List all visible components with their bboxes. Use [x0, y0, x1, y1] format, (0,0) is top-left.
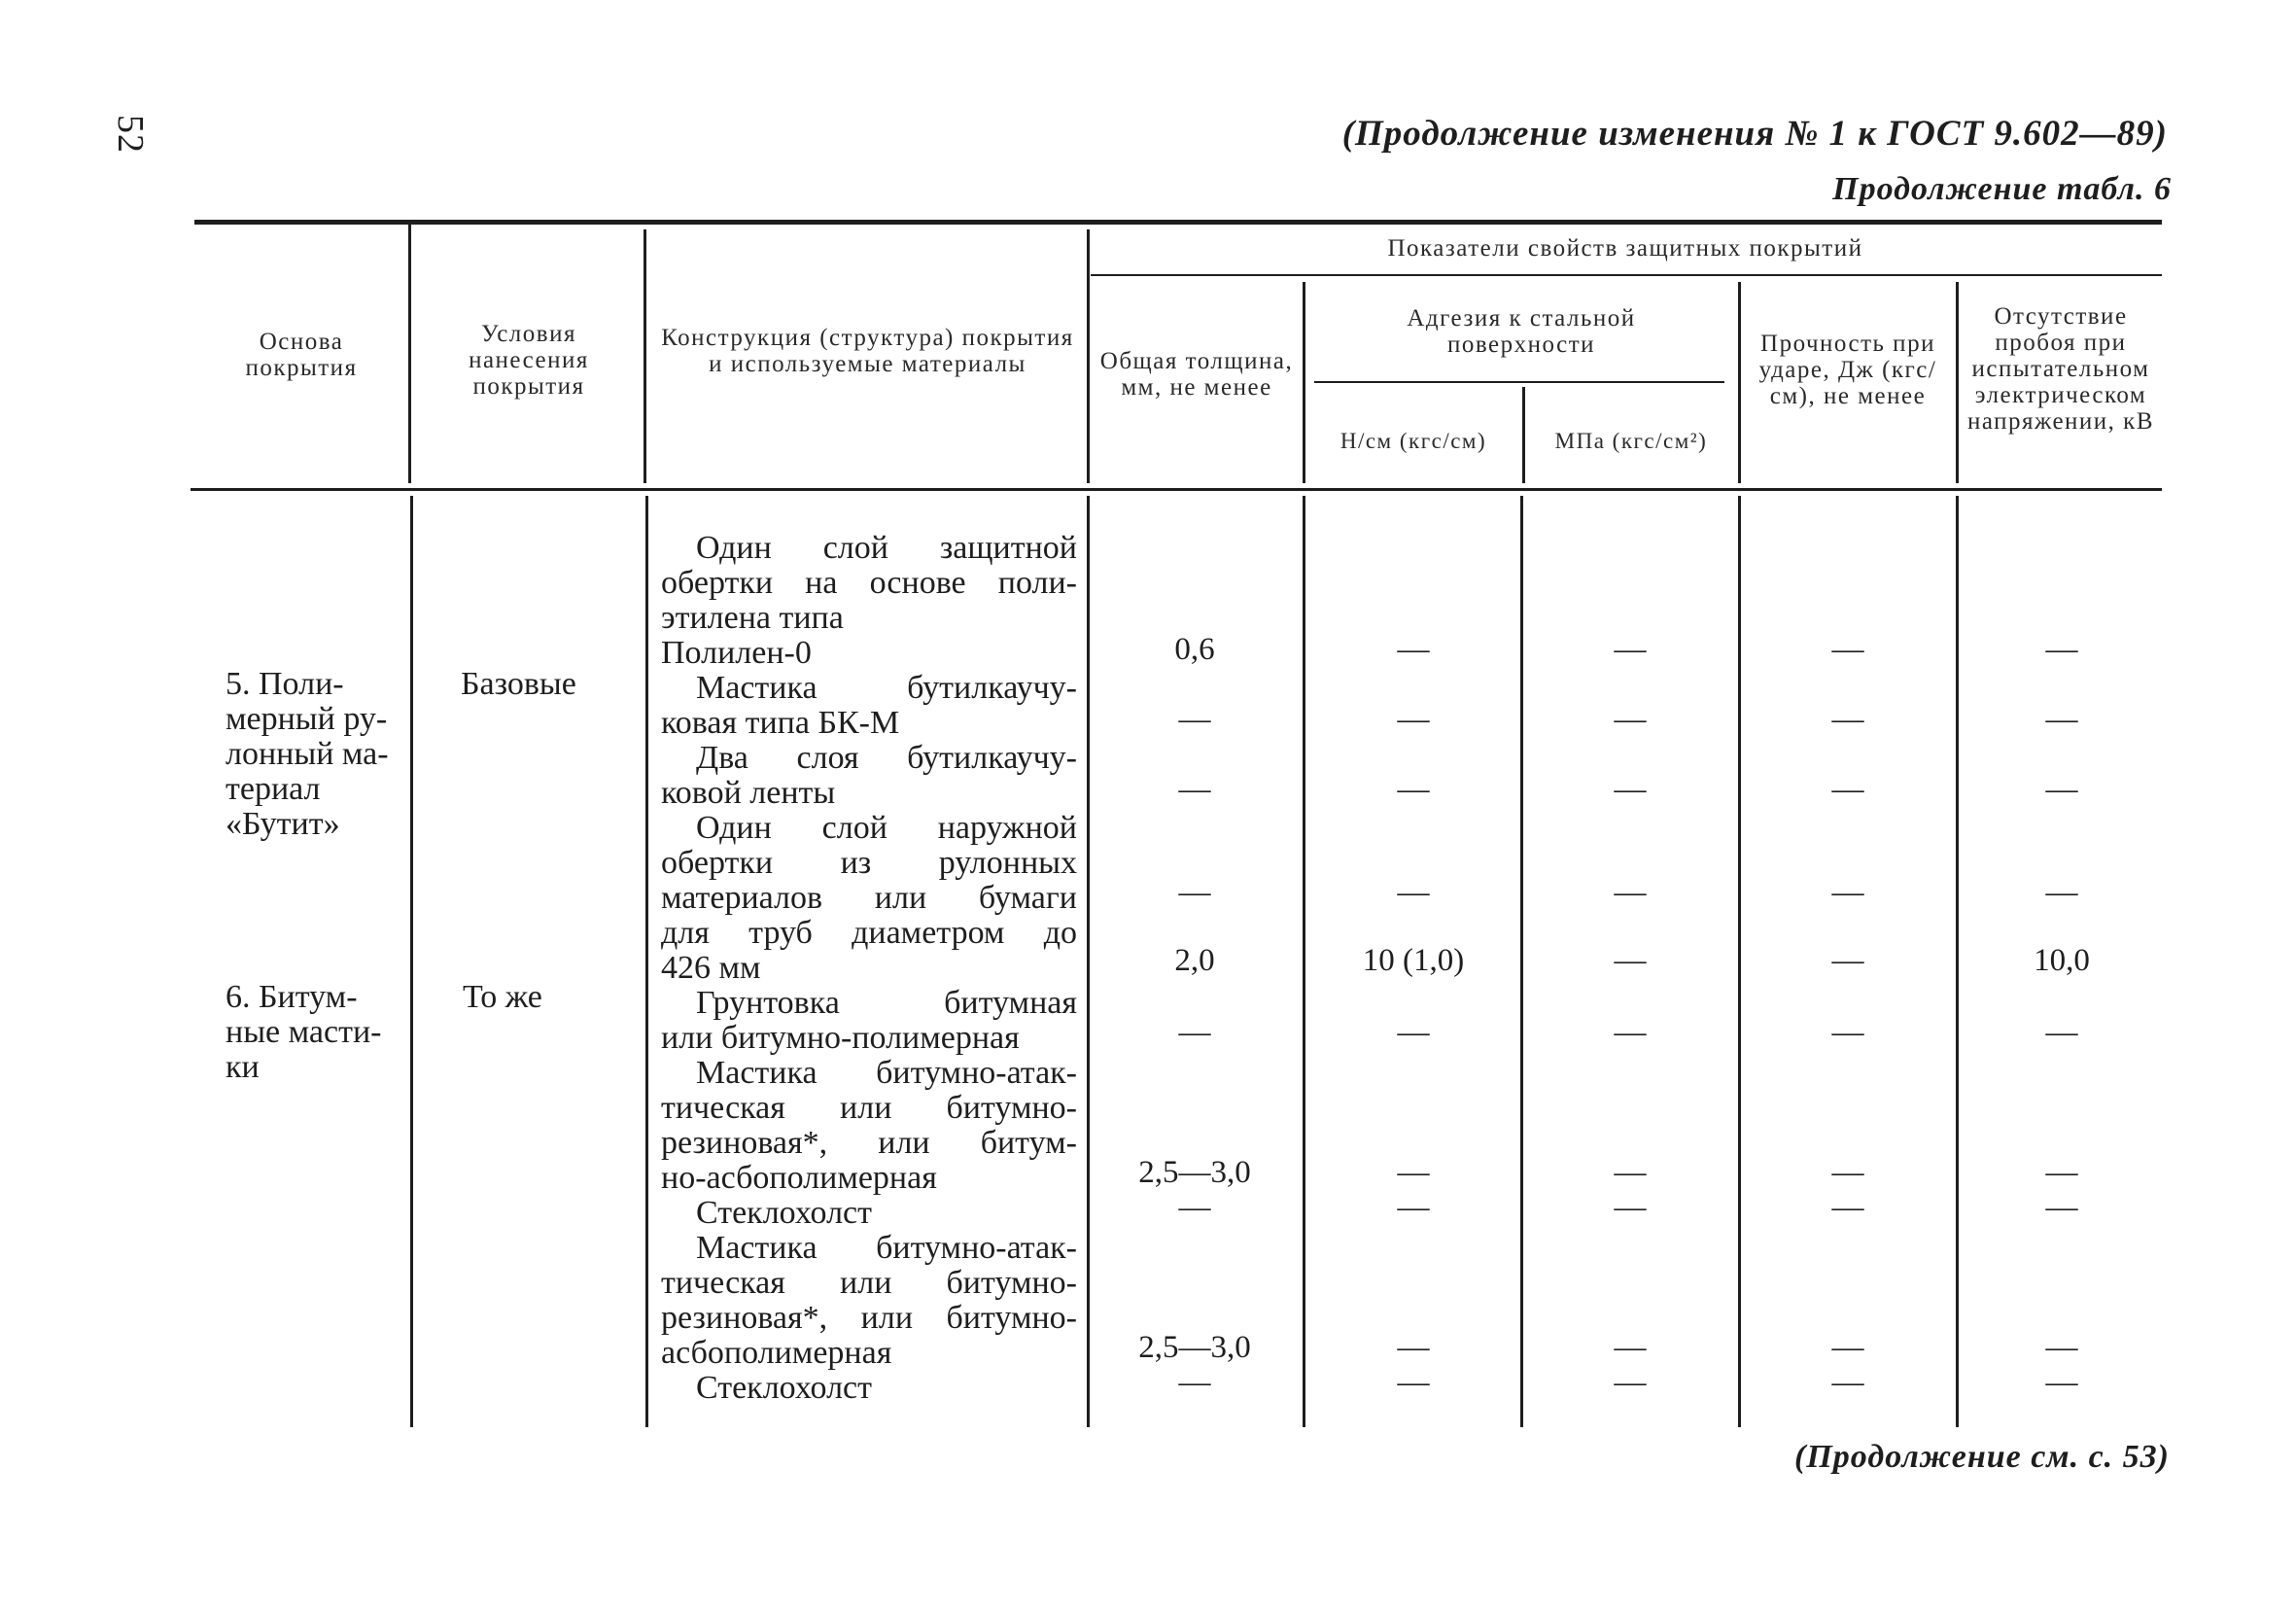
- impact-cell: —: [1831, 1190, 1864, 1225]
- construction-line: Мастика бутилкаучу-: [696, 670, 1077, 706]
- construction-line: Стеклохолст: [696, 1195, 872, 1231]
- condition-cell-5: Базовые: [461, 666, 576, 702]
- adhesion-mpa-cell: —: [1614, 1155, 1647, 1190]
- basis-line: ные масти-: [226, 1014, 382, 1050]
- header-vline-2: [644, 229, 646, 483]
- voltage-cell: —: [2045, 632, 2078, 667]
- adhesion-n-cell: —: [1397, 772, 1430, 807]
- construction-line: ковая типа БК-М: [661, 705, 900, 741]
- impact-cell: —: [1831, 1155, 1864, 1190]
- col-header-adhesion-n: Н/см (кгс/см): [1339, 429, 1487, 453]
- basis-line: «Бутит»: [226, 806, 340, 842]
- col-header-voltage: Отсутствие пробоя при испытательном электрическом напряжении, кВ: [1966, 303, 2155, 435]
- continuation-footer: (Продолжение см. с. 53): [1794, 1439, 2170, 1475]
- construction-line: или битумно-полимерная: [661, 1020, 1020, 1056]
- basis-cell-6: [226, 980, 381, 1085]
- col-header-adhesion: Адгезия к стальной поверхности: [1407, 305, 1636, 358]
- header-vline-3: [1087, 229, 1090, 483]
- impact-cell: —: [1831, 632, 1864, 667]
- construction-line: Два слоя бутилкаучу-: [696, 740, 1077, 776]
- voltage-cell: —: [2045, 1190, 2078, 1225]
- basis-line: лонный ма-: [226, 736, 389, 772]
- thickness-cell: —: [1178, 702, 1211, 737]
- basis-line: ки: [226, 1049, 260, 1085]
- adhesion-n-cell: —: [1397, 632, 1430, 667]
- impact-cell: —: [1831, 702, 1864, 737]
- construction-line: резиновая*, или битумно-: [661, 1300, 1077, 1336]
- basis-line: 6. Битум-: [226, 979, 358, 1015]
- adhesion-n-cell: 10 (1,0): [1362, 943, 1465, 978]
- header-vline-1: [408, 225, 411, 483]
- col-header-conditions: Условия нанесения покрытия: [469, 321, 589, 400]
- adhesion-n-cell: —: [1397, 1155, 1430, 1190]
- col-header-adhesion-mpa: МПа (кгс/см²): [1554, 429, 1708, 453]
- body-vline-6: [1738, 496, 1741, 1427]
- col-header-basis: Основа покрытия: [245, 329, 358, 381]
- thickness-cell: —: [1178, 1365, 1211, 1400]
- voltage-cell: —: [2045, 1015, 2078, 1050]
- group-header-rule: [1091, 274, 2162, 276]
- impact-cell: —: [1831, 1330, 1864, 1365]
- impact-cell: —: [1831, 1365, 1864, 1400]
- construction-line: Мастика битумно-атак-: [696, 1055, 1077, 1091]
- col-header-construction: Конструкция (структура) покрытия и используемые материалы: [661, 325, 1074, 377]
- body-vline-4: [1303, 496, 1305, 1427]
- construction-line: обертки из рулонных: [661, 845, 1077, 881]
- adhesion-mpa-cell: —: [1614, 632, 1647, 667]
- construction-line: Мастика битумно-атак-: [696, 1230, 1077, 1266]
- adhesion-n-cell: —: [1397, 1365, 1430, 1400]
- adhesion-n-cell: —: [1397, 1330, 1430, 1365]
- adhesion-mpa-cell: —: [1614, 943, 1647, 978]
- construction-line: Один слой защитной: [696, 530, 1077, 566]
- header-vline-4: [1303, 282, 1305, 483]
- adhesion-mpa-cell: —: [1614, 772, 1647, 807]
- construction-line: но-асбополимерная: [661, 1160, 937, 1196]
- page-number: 52: [110, 115, 151, 154]
- adhesion-mpa-cell: —: [1614, 702, 1647, 737]
- voltage-cell: 10,0: [2034, 943, 2090, 978]
- voltage-cell: —: [2045, 702, 2078, 737]
- table-top-rule: [194, 220, 2162, 225]
- thickness-cell: —: [1178, 1190, 1211, 1225]
- voltage-cell: —: [2045, 875, 2078, 910]
- running-header: (Продолжение изменения № 1 к ГОСТ 9.602—89): [1341, 114, 2168, 154]
- basis-cell-5: [226, 667, 389, 842]
- thickness-cell: 2,5—3,0: [1138, 1330, 1251, 1365]
- construction-line: тическая или битумно-: [661, 1265, 1077, 1301]
- header-vline-7: [1956, 282, 1959, 483]
- adhesion-mpa-cell: —: [1614, 1330, 1647, 1365]
- col-header-impact: Прочность при ударе, Дж (кгс/см), не менее: [1758, 331, 1937, 409]
- construction-line: ковой ленты: [661, 775, 836, 811]
- construction-line: обертки на основе поли-: [661, 565, 1077, 601]
- header-vline-6: [1738, 282, 1741, 483]
- construction-line: резиновая*, или битум-: [661, 1125, 1077, 1161]
- basis-line: териал: [226, 771, 321, 807]
- adhesion-mpa-cell: —: [1614, 1015, 1647, 1050]
- adhesion-n-cell: —: [1397, 1190, 1430, 1225]
- adhesion-mpa-cell: —: [1614, 1365, 1647, 1400]
- impact-cell: —: [1831, 772, 1864, 807]
- body-vline-3: [1087, 496, 1090, 1427]
- header-bottom-rule: [191, 488, 2162, 491]
- body-vline-1: [410, 496, 413, 1427]
- thickness-cell: —: [1178, 772, 1211, 807]
- construction-column: [661, 531, 1077, 1406]
- thickness-cell: 2,0: [1174, 943, 1215, 978]
- adhesion-mpa-cell: —: [1614, 875, 1647, 910]
- body-vline-5: [1520, 496, 1523, 1427]
- basis-line: мерный ру-: [226, 701, 388, 737]
- header-vline-5: [1522, 387, 1525, 483]
- body-vline-2: [645, 496, 648, 1427]
- thickness-cell: —: [1178, 1015, 1211, 1050]
- construction-line: материалов или бумаги: [661, 880, 1077, 916]
- construction-line: Полилен-0: [661, 635, 812, 671]
- construction-line: тическая или битумно-: [661, 1090, 1077, 1126]
- table-continuation-label: Продолжение табл. 6: [1832, 171, 2172, 207]
- thickness-cell: 0,6: [1174, 632, 1215, 667]
- construction-line: для труб диаметром до: [661, 915, 1077, 951]
- voltage-cell: —: [2045, 1155, 2078, 1190]
- impact-cell: —: [1831, 1015, 1864, 1050]
- col-header-thickness: Общая толщина, мм, не менее: [1099, 348, 1294, 401]
- voltage-cell: —: [2045, 1330, 2078, 1365]
- adhesion-mpa-cell: —: [1614, 1190, 1647, 1225]
- construction-line: Грунтовка битумная: [696, 985, 1077, 1021]
- basis-line: 5. Поли-: [226, 666, 344, 702]
- impact-cell: —: [1831, 875, 1864, 910]
- condition-cell-6: То же: [463, 979, 542, 1015]
- group-header-properties: Показатели свойств защитных покрытий: [1387, 235, 1863, 262]
- adhesion-n-cell: —: [1397, 702, 1430, 737]
- adhesion-n-cell: —: [1397, 875, 1430, 910]
- voltage-cell: —: [2045, 772, 2078, 807]
- thickness-cell: —: [1178, 875, 1211, 910]
- construction-line: 426 мм: [661, 950, 761, 986]
- construction-line: асбополимерная: [661, 1335, 892, 1371]
- adhesion-header-rule: [1314, 381, 1724, 383]
- construction-line: Один слой наружной: [696, 810, 1077, 846]
- construction-line: этилена типа: [661, 600, 844, 636]
- body-vline-7: [1956, 496, 1959, 1427]
- thickness-cell: 2,5—3,0: [1138, 1155, 1251, 1190]
- construction-line: Стеклохолст: [696, 1370, 872, 1406]
- impact-cell: —: [1831, 943, 1864, 978]
- voltage-cell: —: [2045, 1365, 2078, 1400]
- adhesion-n-cell: —: [1397, 1015, 1430, 1050]
